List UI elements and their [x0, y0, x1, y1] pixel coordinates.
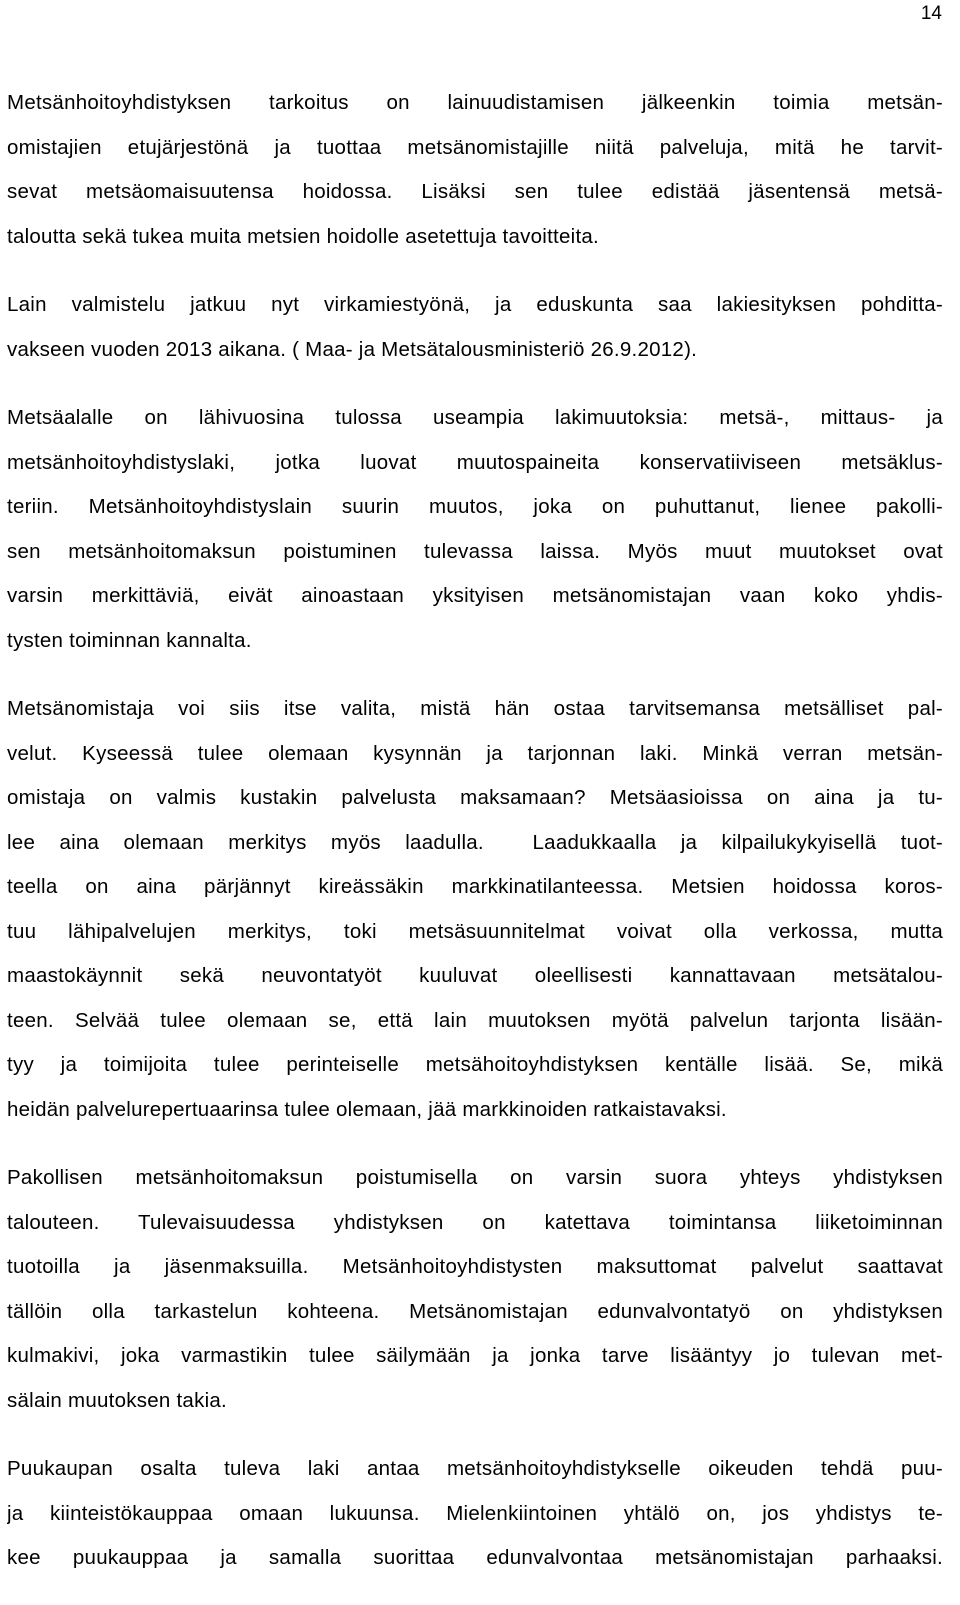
- paragraph-economy: [7, 1156, 943, 1423]
- text-line: tyy ja toimijoita tulee perinteiselle metsähoitoyhdistyksen kentälle lisää. Se, mikä: [7, 1053, 943, 1076]
- document-body: [7, 81, 943, 1605]
- paragraph-services-market: [7, 687, 943, 1132]
- text-line: velut. Kyseessä tulee olemaan kysynnän ja tarjonnan laki. Minkä verran metsän-: [7, 741, 943, 765]
- text-line: metsänhoitoyhdistyslaki, jotka luovat muutospaineita konservatiiviseen metsäklus-: [7, 450, 943, 474]
- text-line: sevat metsäomaisuutensa hoidossa. Lisäksi sen tulee edistää jäsentensä metsä-: [7, 180, 943, 203]
- paragraph-law-changes: [7, 396, 943, 663]
- text-line: varsin merkittäviä, eivät ainoastaan yksityisen metsänomistajan vaan koko yhdis-: [7, 584, 943, 607]
- text-line: Metsänomistaja voi siis itse valita, mistä hän ostaa tarvitsemansa metsälliset pal-: [7, 697, 943, 720]
- text-line: omistaja on valmis kustakin palvelusta maksamaan? Metsäasioissa on aina ja tu-: [7, 786, 943, 809]
- text-line: teella on aina pärjännyt kireässäkin markkinatilanteessa. Metsien hoidossa koros-: [7, 875, 943, 898]
- paragraph-purpose: [7, 81, 943, 259]
- text-line: sen metsänhoitomaksun poistuminen tulevassa laissa. Myös muut muutokset ovat: [7, 539, 943, 563]
- text-line: Pakollisen metsänhoitomaksun poistumisella on varsin suora yhteys yhdistyksen: [7, 1166, 943, 1189]
- text-line: teriin. Metsänhoitoyhdistyslain suurin muutos, joka on puhuttanut, lienee pakolli-: [7, 495, 943, 518]
- text-line: vakseen vuoden 2013 aikana. ( Maa- ja Metsätalousministeriö 26.9.2012).: [7, 337, 698, 361]
- text-line: heidän palvelurepertuaarinsa tulee olemaan, jää markkinoiden ratkaistavaksi.: [7, 1097, 727, 1121]
- text-line: tällöin olla tarkastelun kohteena. Metsänomistajan edunvalvontatyö on yhdistyksen: [7, 1299, 943, 1323]
- text-line: sälain muutoksen takia.: [7, 1388, 227, 1412]
- text-line: Metsänhoitoyhdistyksen tarkoitus on lainuudistamisen jälkeenkin toimia metsän-: [7, 91, 943, 114]
- text-line: talouteen. Tulevaisuudessa yhdistyksen on katettava toimintansa liiketoiminnan: [7, 1210, 943, 1234]
- text-line: teen. Selvää tulee olemaan se, että lain muutoksen myötä palvelun tarjonta lisään-: [7, 1008, 943, 1032]
- text-line: tuotoilla ja jäsenmaksuilla. Metsänhoitoyhdistysten maksuttomat palvelut saattavat: [7, 1255, 943, 1278]
- text-line: kee puukauppaa ja samalla suorittaa edunvalvontaa metsänomistajan parhaaksi.: [7, 1546, 943, 1569]
- text-line: Metsäalalle on lähivuosina tulossa useampia lakimuutoksia: metsä-, mittaus- ja: [7, 406, 943, 429]
- text-line: kulmakivi, joka varmastikin tulee säilymään ja jonka tarve lisääntyy jo tulevan met-: [7, 1344, 943, 1367]
- text-line: tuu lähipalvelujen merkitys, toki metsäsuunnitelmat voivat olla verkossa, mutta: [7, 919, 943, 943]
- text-line: Puukaupan osalta tuleva laki antaa metsänhoitoyhdistykselle oikeuden tehdä puu-: [7, 1457, 943, 1480]
- text-line: taloutta sekä tukea muita metsien hoidolle asetettuja tavoitteita.: [7, 224, 599, 248]
- text-line: omistajien etujärjestönä ja tuottaa metsänomistajille niitä palveluja, mitä he tarvit-: [7, 135, 943, 159]
- text-line: ja kiinteistökauppaa omaan lukuunsa. Mielenkiintoinen yhtälö on, jos yhdistys te-: [7, 1501, 943, 1525]
- text-line: tysten toiminnan kannalta.: [7, 628, 252, 652]
- text-line: Lain valmistelu jatkuu nyt virkamiestyönä, ja eduskunta saa lakiesityksen pohditta-: [7, 293, 943, 316]
- text-line: maastokäynnit sekä neuvontatyöt kuuluvat oleellisesti kannattavaan metsätalou-: [7, 964, 943, 987]
- page-number: 14: [920, 3, 942, 24]
- text-line: lee aina olemaan merkitys myös laadulla. Laadukkaalla ja kilpailukykyisellä tuot-: [7, 830, 943, 854]
- paragraph-timber-trade: [7, 1447, 943, 1581]
- paragraph-law-preparation: [7, 283, 943, 372]
